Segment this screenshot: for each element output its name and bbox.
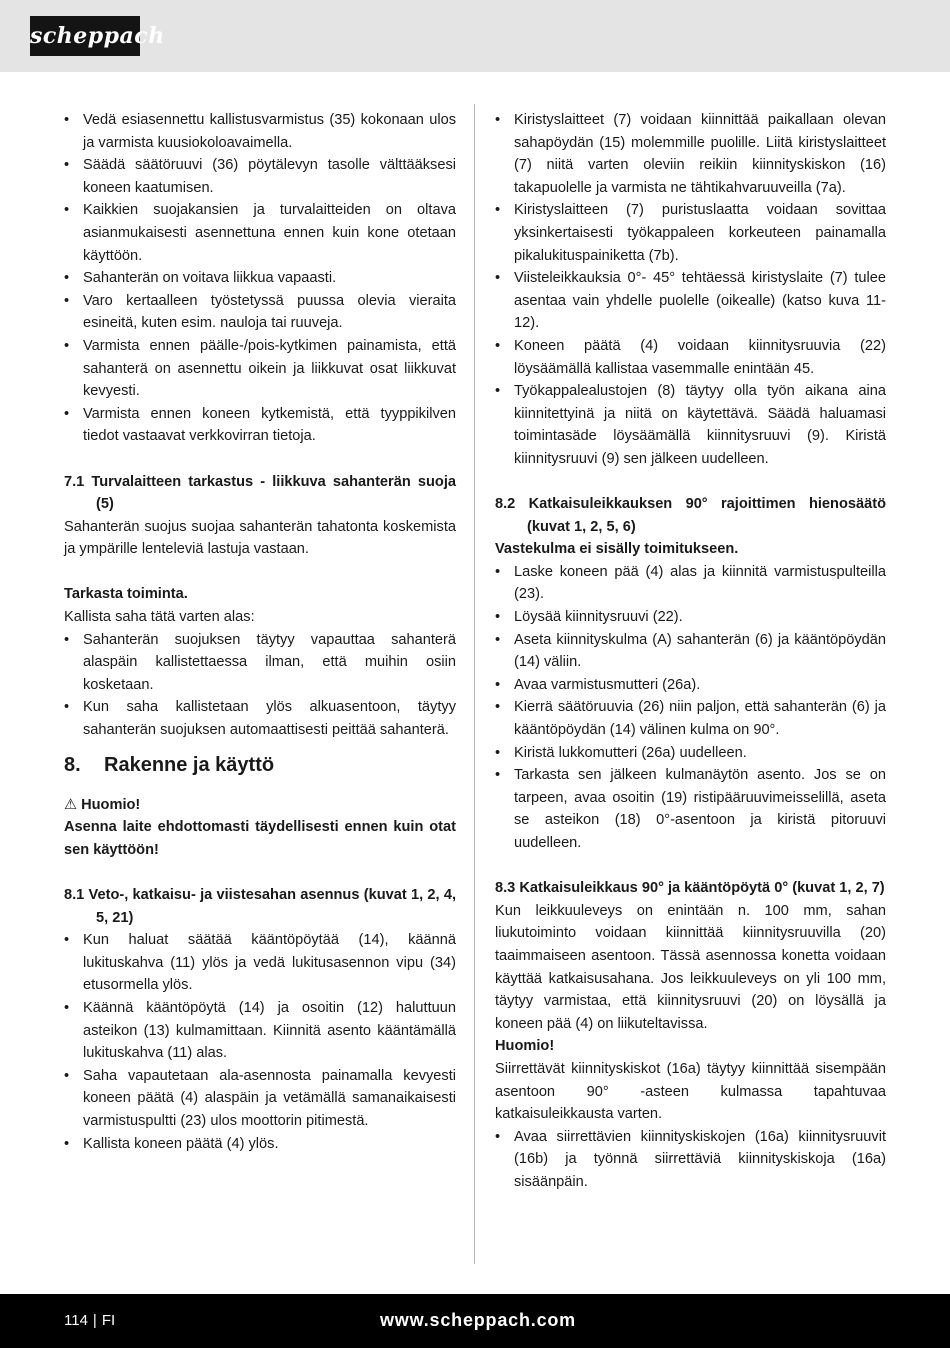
section-8-1-list [64,929,456,1155]
section-7-1-text: Sahanterän suojus suojaa sahanterän tahatonta koskemista ja ympärille lenteleviä lastuja vastaan. [64,518,456,558]
list-item: • Kierrä säätöruuvia (26) niin paljon, että sahanterän (6) ja kääntöpöydän (14) välinen kulma on 90°. [495,696,886,741]
list-item: • Saha vapautetaan ala-asennosta painamalla kevyesti koneen päätä (4) alaspäin ja vetämällä samanaikaisesti varmistuspultti (23) ulos moottorin pitimestä. [64,1065,456,1133]
section-8-3-list [495,1126,886,1194]
list-item: • Viisteleikkauksia 0°- 45° tehtäessä kiristyslaite (7) tulee asentaa vain yhdelle puolelle (oikealle) (katso kuva 11-12). [495,267,886,335]
section-8-3-warning-text: Siirrettävät kiinnityskiskot (16a) täytyy kiinnittää sisempään asentoon 90° -asteen kulmassa tapahtuvaa katkaisuleikkausta varten. [495,1060,886,1123]
chapter-heading [64,752,456,778]
language-code: FI [101,1312,116,1329]
page-number-value: 114 [64,1312,88,1329]
list-item: • Kiristä lukkomutteri (26a) uudelleen. [495,742,886,765]
page-footer [0,1294,950,1348]
left-column [64,109,456,1155]
list-item: • Varmista ennen koneen kytkemistä, että tyyppikilven tiedot vastaavat verkkovirran tietoja. [64,403,456,448]
list-item: • Avaa siirrettävien kiinnityskiskojen (16a) kiinnitysruuvit (16b) ja työnnä siirrettäviä kiinnityskiskoja (16a) sisäänpäin. [495,1126,886,1194]
list-item: • Löysää kiinnitysruuvi (22). [495,606,886,629]
column-divider [474,104,475,1264]
check-list [64,629,456,742]
list-item: • Aseta kiinnityskulma (A) sahanterän (6) ja kääntöpöydän (14) väliin. [495,629,886,674]
list-item: • Vedä esiasennettu kallistusvarmistus (35) kokonaan ulos ja varmista kuusiokoloavaimella. [64,109,456,154]
list-item: • Tarkasta sen jälkeen kulmanäytön asento. Jos se on tarpeen, avaa osoitin (19) ristipääruuvimeisselillä, aseta se asteikon (18) 0°-asentoon ja kiristä pitoruuvi uudelleen. [495,764,886,854]
clamp-list [495,109,886,471]
section-8-1-title: 8.1 Veto-, katkaisu- ja viistesahan asennus (kuvat 1, 2, 4, 5, 21) [64,887,456,926]
section-8-3-title: 8.3 Katkaisuleikkaus 90° ja kääntöpöytä 0° (kuvat 1, 2, 7) [495,880,885,897]
brand-logo: scheppach [30,16,140,56]
list-item: • Kun haluat säätää kääntöpöytää (14), käännä lukituskahva (11) ylös ja vedä lukitusasennon vipu (34) etusormella ylös. [64,929,456,997]
section-8-2-list [495,561,886,855]
section-8-2-note: Vastekulma ei sisälly toimitukseen. [495,541,739,558]
list-item: • Laske koneen pää (4) alas ja kiinnitä varmistuspulteilla (23). [495,561,886,606]
page-header [0,0,950,72]
page-separator: | [92,1312,97,1329]
list-item: • Sahanterän suojuksen täytyy vapauttaa sahanterä alaspäin kallistettaessa ilman, että muihin osiin kosketaan. [64,629,456,697]
right-column [495,109,886,1194]
list-item: • Koneen päätä (4) voidaan kiinnitysruuvia (22) löysäämällä kallistaa vasemmalle enintään 45. [495,335,886,380]
list-item: • Varo kertaalleen työstetyssä puussa olevia vieraita esineitä, kuten esim. nauloja tai ruuveja. [64,290,456,335]
page-number [64,1310,115,1332]
section-8-3-warning: Huomio! [495,1038,555,1055]
warning-title: Huomio! [81,796,141,813]
warning-text: Asenna laite ehdottomasti täydellisesti ennen kuin otat sen käyttöön! [64,819,456,858]
chapter-number: 8. [64,753,81,776]
warning-heading [64,794,456,817]
section-8-3-text: Kun leikkuuleveys on enintään n. 100 mm, sahan liukutoiminto voidaan kiinnittää kiinnitysruuvilla (20) taaimmaiseen asentoon. Tässä asennossa konetta voidaan käyttää katkaisusahana. Jos leikkuuleveys on yli 100 mm, täytyy varmistaa, että kiinnitysruuvi (20) on löysällä ja koneen pää (4) on liikuteltavissa. [495,902,886,1032]
section-7-1-title: 7.1 Turvalaitteen tarkastus - liikkuva sahanterän suoja (5) [64,473,456,513]
list-item: • Avaa varmistusmutteri (26a). [495,674,886,697]
website-link[interactable]: www.scheppach.com [380,1310,576,1330]
list-item: • Kun saha kallistetaan ylös alkuasentoon, täytyy sahanterän suojuksen automaattisesti peittää sahanterä. [64,696,456,741]
list-item: • Kallista koneen päätä (4) ylös. [64,1133,456,1156]
safety-list [64,109,456,448]
list-item: • Varmista ennen päälle-/pois-kytkimen painamista, että sahanterä on asennettu oikein ja liikkuvat osat liikkuvat kevyesti. [64,335,456,403]
list-item: • Työkappalealustojen (8) täytyy olla työn aikana aina kiinnitettyinä ja niitä on käytettävä. Säädä haluamasi toimintasäde löysäämällä kiinnitysruuvi (9). Kiristä kiinnitysruuvi (9) sen jälkeen uudelleen. [495,380,886,470]
check-text: Kallista saha tätä varten alas: [64,609,255,626]
list-item: • Sahanterän on voitava liikkua vapaasti. [64,267,456,290]
section-8-2-title: 8.2 Katkaisuleikkauksen 90° rajoittimen hienosäätö (kuvat 1, 2, 5, 6) [495,496,886,535]
list-item: • Kiristyslaitteen (7) puristuslaatta voidaan sovittaa yksinkertaisesti työkappaleen korkeuteen painamalla pikalukituspainiketta (7b). [495,199,886,267]
list-item: • Käännä kääntöpöytä (14) ja osoitin (12) haluttuun asteikon (13) kulmamittaan. Kiinnitä asento kääntämällä lukituskahva (11) alas. [64,997,456,1065]
list-item: • Kiristyslaitteet (7) voidaan kiinnittää paikallaan olevan sahapöydän (15) molemmille puolille. Liitä kiristyslaitteet (7) niitä varten oleviin reikiin kiinnityskiskon (16) takapuolelle ja varmista ne tähtikahvaruuveilla (7a). [495,109,886,199]
chapter-title: Rakenne ja käyttö [104,753,275,776]
warning-icon: ⚠ [64,796,78,813]
list-item: • Säädä säätöruuvi (36) pöytälevyn tasolle välttääksesi koneen kaatumisen. [64,154,456,199]
list-item: • Kaikkien suojakansien ja turvalaitteiden on oltava asianmukaisesti asennettuna ennen kuin kone otetaan käyttöön. [64,199,456,267]
check-title: Tarkasta toiminta. [64,586,188,603]
